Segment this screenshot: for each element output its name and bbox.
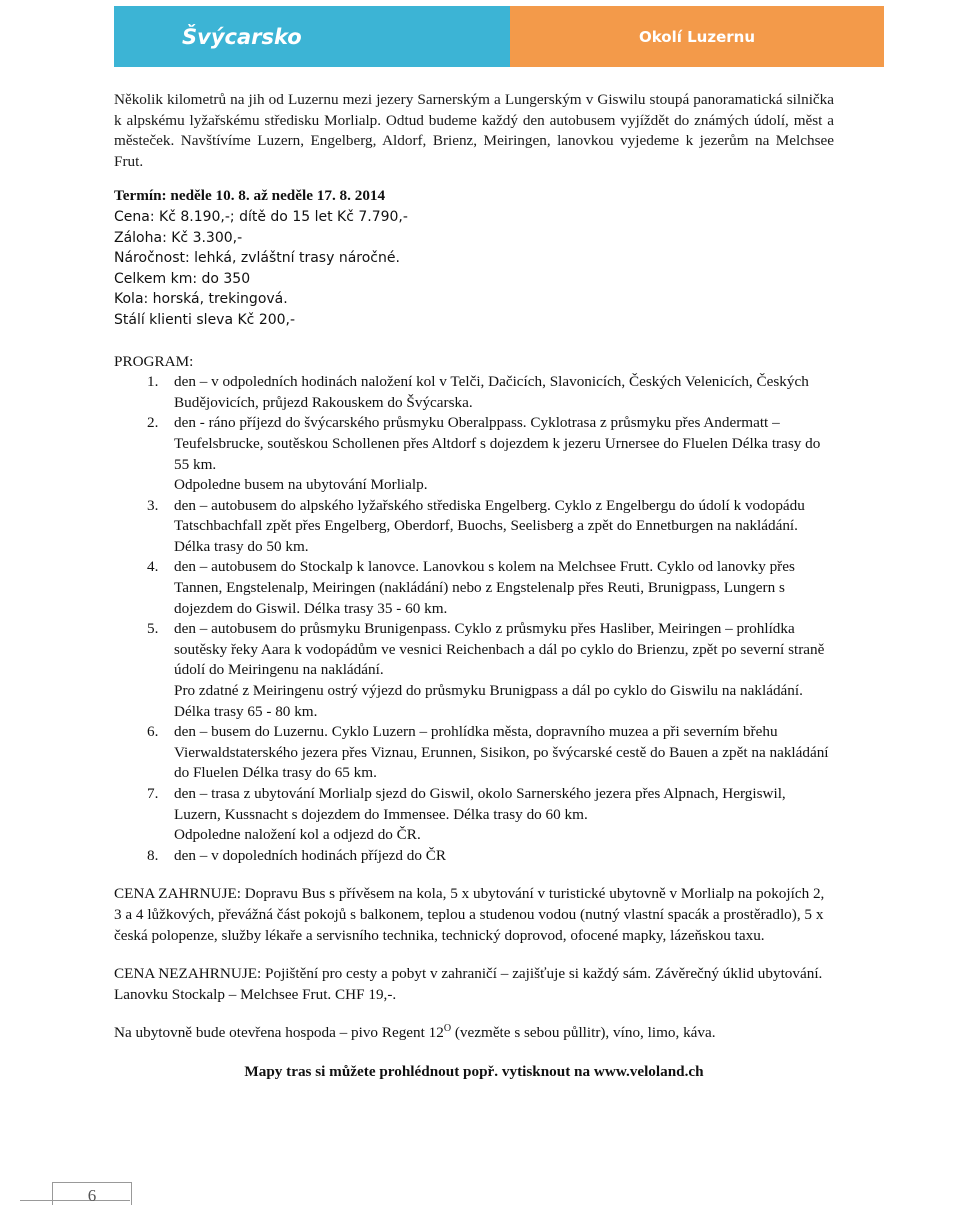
item-number: 7. (147, 785, 159, 802)
list-item (114, 413, 834, 495)
price-excludes: CENA NEZAHRNUJE: Pojištění pro cesty a pobyt v zahraničí – zajišťuje si každý sám. Závěrečný úklid ubytování. Lanovku Stockalp – Melchsee Frut. CHF 19,-. (114, 965, 823, 1003)
list-item (114, 496, 834, 558)
item-text: den – autobusem do Stockalp k lanovce. Lanovkou s kolem na Melchsee Frutt. Cyklo od lanovky přes Tannen, Engstelenalp, Meiringen (nakládání) nebo z Engstelenalp přes Reuti, Brunigpass, Lungern s dojezdem do Giswil. Délka trasy 35 - 60 km. (174, 558, 795, 617)
header-right-band (510, 6, 884, 67)
list-item (114, 722, 834, 784)
info-block (114, 186, 834, 330)
info-difficulty: Náročnost: lehká, zvláštní trasy náročné. (114, 250, 400, 267)
intro-paragraph: Několik kilometrů na jih od Luzernu mezi jezery Sarnerským a Lungerským v Giswilu stoupá panoramatická silnička k alpskému lyžařskému středisku Morlialp. Odtud budeme každý den autobusem vyjíždět do známých údolí, měst a městeček. Navštívíme Luzern, Engelberg, Aldorf, Brienz, Meiringen, lanovkou vyjedeme k jezerům na Melchsee Frut. (114, 91, 834, 170)
program-label: PROGRAM: (114, 352, 194, 370)
item-text: den – trasa z ubytování Morlialp sjezd do Giswil, okolo Sarnerského jezera přes Alpnach, Hergiswil, Luzern, Kussnacht s dojezdem do Immensee. Délka trasy do 60 km. (174, 785, 786, 823)
item-number: 5. (147, 620, 159, 638)
page-header (114, 6, 884, 67)
item-extra: Pro zdatné z Meiringenu ostrý výjezd do průsmyku Brunigpass a dál po cyklo do Giswilu na nakládání. Délka trasy 65 - 80 km. (174, 682, 803, 720)
item-number: 4. (147, 558, 159, 576)
item-number: 1. (147, 373, 159, 391)
info-discount: Stálí klienti sleva Kč 200,- (114, 311, 296, 328)
term-line: Termín: neděle 10. 8. až neděle 17. 8. 2014 (114, 187, 386, 205)
pub-text: Na ubytovně bude otevřena hospoda – pivo Regent 12 (114, 1024, 444, 1042)
header-subtitle: Okolí Luzernu (638, 27, 756, 46)
info-total-km: Celkem km: do 350 (114, 270, 251, 287)
item-text: den – v dopoledních hodinách příjezd do ČR (174, 846, 447, 864)
item-text: den – autobusem do alpského lyžařského střediska Engelberg. Cyklo z Engelbergu do údolí k vodopádu Tatschbachfall zpět přes Engelberg, Oberdorf, Buochs, Seelisberg a zpět do Ennetburgen na nakládání. Délka trasy do 50 km. (174, 496, 805, 555)
list-item (114, 557, 834, 619)
item-text: den – v odpoledních hodinách naložení kol v Telči, Dačicích, Slavonicích, Českých Velenicích, Českých Budějovicích, průjezd Rakouskem do Švýcarska. (174, 373, 809, 411)
header-title: Švýcarsko (182, 24, 302, 49)
info-price: Cena: Kč 8.190,-; dítě do 15 let Kč 7.790,- (114, 208, 408, 225)
item-number: 3. (147, 496, 159, 514)
list-item (114, 372, 834, 413)
item-text: den - ráno příjezd do švýcarského průsmyku Oberalppass. Cyklotrasa z průsmyku přes Andermatt – Teufelsbrucke, soutěskou Schollenen přes Altdorf s dojezdem k jezeru Urnersee do Fluelen Délka trasy do 55 km. (174, 414, 821, 473)
item-text: den – busem do Luzernu. Cyklo Luzern – prohlídka města, dopravního muzea a při severním břehu Vierwaldstaterského jezera přes Viznau, Erunnen, Sisikon, po švýcarské cestě do Bauen a zpět na nakládání do Fluelen Délka trasy do 65 km. (174, 723, 829, 782)
item-extra: Odpoledne busem na ubytování Morlialp. (174, 476, 428, 494)
pub-text-end: (vezměte s sebou půllitr), víno, limo, káva. (451, 1024, 716, 1042)
info-deposit: Záloha: Kč 3.300,- (114, 229, 243, 246)
info-bikes: Kola: horská, trekingová. (114, 291, 288, 308)
page-number: 6 (52, 1182, 132, 1205)
header-left-band (114, 6, 510, 67)
list-item (114, 619, 834, 722)
item-number: 8. (147, 846, 159, 864)
item-number: 6. (147, 723, 159, 741)
program-list (114, 372, 834, 866)
item-number: 2. (147, 414, 159, 432)
document-body (114, 90, 834, 1083)
program-section (114, 352, 834, 867)
price-includes: CENA ZAHRNUJE: Dopravu Bus s přívěsem na kola, 5 x ubytování v turistické ubytovně v Morlialp na pokojích 2, 3 a 4 lůžkových, převážná část pokojů s balkonem, teplou a studenou vodou (nutný vlastní spacák a prostěradlo), 5 x česká polopenze, služby lékaře a servisního technika, technický doprovod, ofocené mapky, lázeňskou taxu. (114, 885, 825, 944)
list-item (114, 784, 834, 846)
item-extra: Odpoledne naložení kol a odjezd do ČR. (174, 826, 421, 844)
pub-superscript: O (443, 1023, 452, 1035)
list-item (114, 846, 834, 867)
maps-note: Mapy tras si můžete prohlédnout popř. vytisknout na www.veloland.ch (244, 1062, 704, 1080)
pub-note (114, 1023, 834, 1044)
item-text: den – autobusem do průsmyku Brunigenpass. Cyklo z průsmyku přes Hasliber, Meiringen – prohlídka soutěsky řeky Aara k vodopádům ve vesnici Reichenbach a dál po cyklo do Brienzu, zpět po severní straně údolí do Meiringenu na nakládání. (174, 620, 825, 679)
